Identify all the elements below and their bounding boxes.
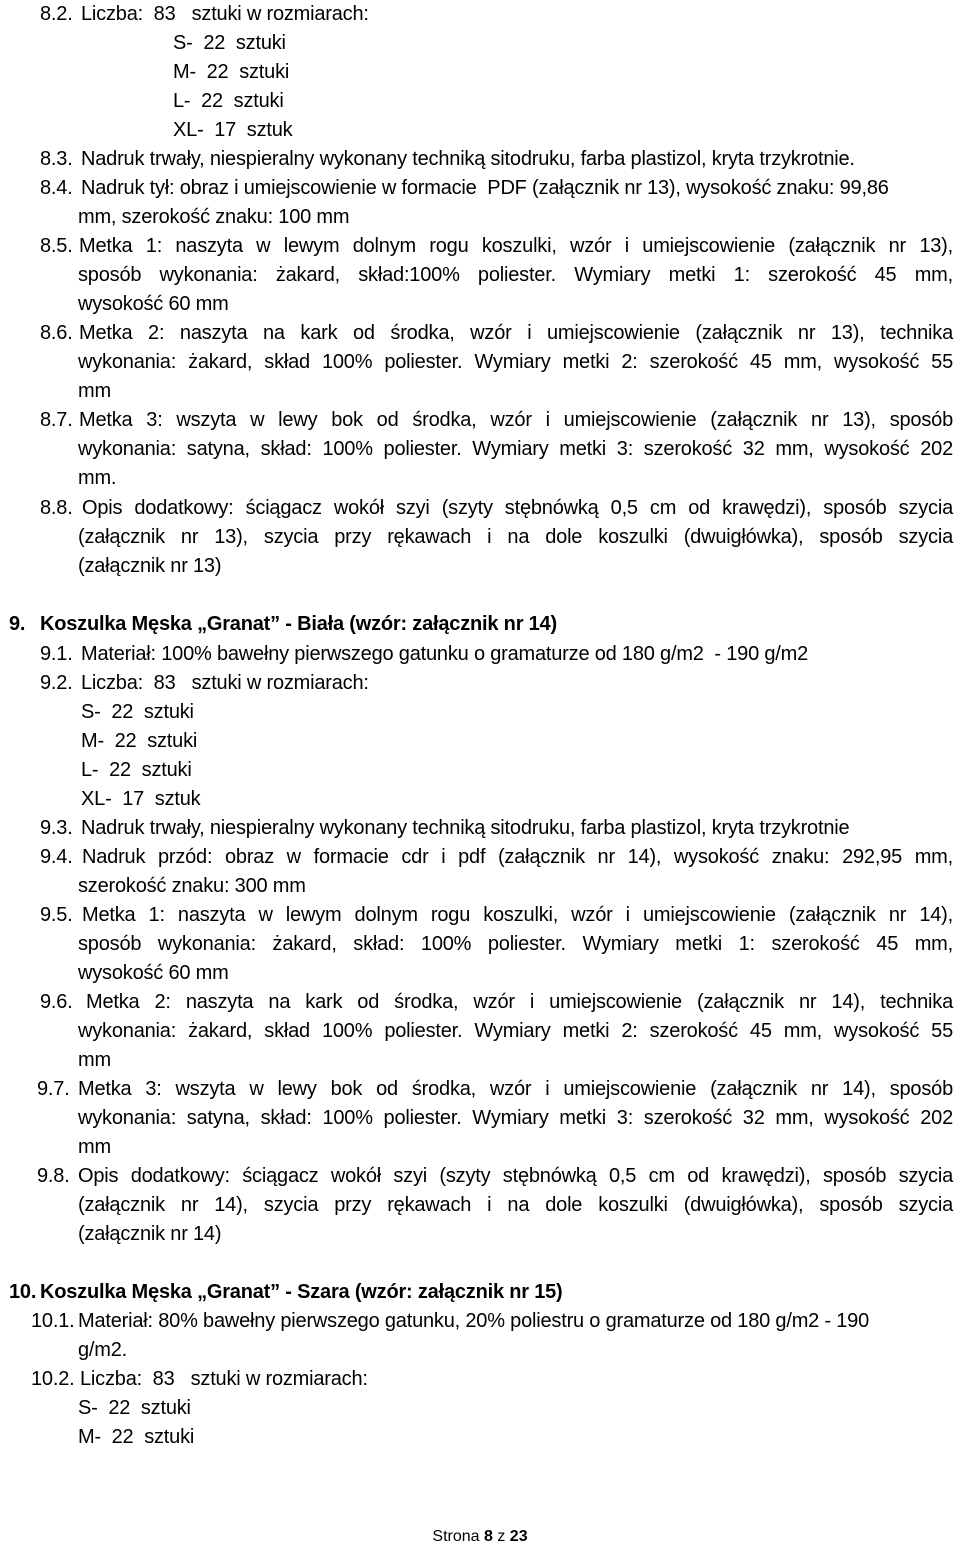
size-s: S- 22 sztuki <box>173 32 286 54</box>
item-text: Liczba: 83 sztuki w rozmiarach: <box>81 3 369 25</box>
item-number: 9.6. <box>40 991 73 1013</box>
item-text: Liczba: 83 sztuki w rozmiarach: <box>81 672 369 694</box>
item-text: Metka 3: wszyta w lewy bok od środka, wzór i umiejscowienie (załącznik nr 13), sposób <box>79 409 953 431</box>
item-text: Nadruk tył: obraz i umiejscowienie w formacie PDF (załącznik nr 13), wysokość znaku: 99,86 <box>81 177 889 199</box>
item-text: mm <box>78 1049 111 1071</box>
item-text: Metka 2: naszyta na kark od środka, wzór i umiejscowienie (załącznik nr 14), technika <box>86 991 953 1013</box>
footer-page-total: 23 <box>509 1528 528 1545</box>
item-text: (załącznik nr 14) <box>78 1223 222 1245</box>
item-text: Materiał: 80% bawełny pierwszego gatunku, 20% poliestru o gramaturze od 180 g/m2 - 190 <box>78 1310 870 1332</box>
item-text: Nadruk trwały, niespieralny wykonany techniką sitodruku, farba plastizol, kryta trzykrotnie <box>81 817 850 839</box>
item-number: 8.3. <box>40 148 73 170</box>
item-text: wykonania: żakard, skład 100% poliester. Wymiary metki 2: szerokość 45 mm, wysokość 55 <box>78 1020 953 1042</box>
item-text: sposób wykonania: żakard, skład:100% poliester. Wymiary metki 1: szerokość 45 mm, <box>78 264 953 286</box>
item-number: 9.8. <box>37 1165 70 1187</box>
item-text: (załącznik nr 14), szycia przy rękawach i na dole koszulki (dwuigłówka), sposób szycia <box>78 1194 953 1216</box>
item-number: 9.5. <box>40 904 73 926</box>
item-text: Metka 3: wszyta w lewy bok od środka, wzór i umiejscowienie (załącznik nr 14), sposób <box>78 1078 953 1100</box>
size-m: M- 22 sztuki <box>81 730 198 752</box>
item-text: mm. <box>78 467 117 489</box>
item-number: 8.8. <box>40 497 73 519</box>
item-number: 9.7. <box>37 1078 70 1100</box>
item-text: Metka 1: naszyta w lewym dolnym rogu koszulki, wzór i umiejscowienie (załącznik nr 14), <box>82 904 953 926</box>
size-l: L- 22 sztuki <box>81 759 192 781</box>
footer-separator: z <box>492 1528 510 1545</box>
size-m: M- 22 sztuki <box>78 1426 195 1448</box>
item-text: Materiał: 100% bawełny pierwszego gatunku o gramaturze od 180 g/m2 - 190 g/m2 <box>81 643 809 665</box>
item-text: (załącznik nr 13), szycia przy rękawach i na dole koszulki (dwuigłówka), sposób szycia <box>78 526 953 548</box>
item-text: Liczba: 83 sztuki w rozmiarach: <box>80 1368 368 1390</box>
item-text: (załącznik nr 13) <box>78 555 222 577</box>
item-number: 8.5. <box>40 235 73 257</box>
size-m: M- 22 sztuki <box>173 61 290 83</box>
size-xl: XL- 17 sztuk <box>81 788 201 810</box>
item-text: mm <box>78 1136 111 1158</box>
item-number: 9.4. <box>40 846 73 868</box>
item-number: 10.1. <box>31 1310 75 1332</box>
item-text: g/m2. <box>78 1339 128 1361</box>
size-s: S- 22 sztuki <box>78 1397 191 1419</box>
section-heading: Koszulka Męska „Granat” - Szara (wzór: załącznik nr 15) <box>40 1281 563 1303</box>
item-text: wysokość 60 mm <box>78 293 229 315</box>
item-text: Metka 2: naszyta na kark od środka, wzór i umiejscowienie (załącznik nr 13), technika <box>79 322 953 344</box>
item-number: 8.7. <box>40 409 73 431</box>
item-number: 8.6. <box>40 322 73 344</box>
item-text: mm <box>78 380 111 402</box>
size-l: L- 22 sztuki <box>173 90 284 112</box>
item-number: 8.4. <box>40 177 73 199</box>
item-number: 8.2. <box>40 3 73 25</box>
item-text: sposób wykonania: żakard, skład: 100% poliester. Wymiary metki 1: szerokość 45 mm, <box>78 933 953 955</box>
item-text: wykonania: satyna, skład: 100% poliester. Wymiary metki 3: szerokość 32 mm, wysokość 202 <box>78 1107 953 1129</box>
footer-prefix: Strona <box>432 1528 484 1545</box>
item-number: 9.3. <box>40 817 73 839</box>
size-s: S- 22 sztuki <box>81 701 194 723</box>
item-number: 9.1. <box>40 643 73 665</box>
item-text: wykonania: żakard, skład 100% poliester. Wymiary metki 2: szerokość 45 mm, wysokość 55 <box>78 351 953 373</box>
item-number: 9.2. <box>40 672 73 694</box>
item-text: wysokość 60 mm <box>78 962 229 984</box>
section-heading-number: 10. <box>9 1281 37 1303</box>
item-text: Metka 1: naszyta w lewym dolnym rogu koszulki, wzór i umiejscowienie (załącznik nr 13), <box>79 235 953 257</box>
size-xl: XL- 17 sztuk <box>173 119 293 141</box>
section-heading: Koszulka Męska „Granat” - Biała (wzór: załącznik nr 14) <box>40 613 557 635</box>
item-text: Opis dodatkowy: ściągacz wokół szyi (szyty stębnówką 0,5 cm od krawędzi), sposób szycia <box>82 497 953 519</box>
item-number: 10.2. <box>31 1368 75 1390</box>
page-footer <box>0 1527 960 1547</box>
item-text: Nadruk trwały, niespieralny wykonany techniką sitodruku, farba plastizol, kryta trzykrotnie. <box>81 148 855 170</box>
item-text: Opis dodatkowy: ściągacz wokół szyi (szyty stębnówką 0,5 cm od krawędzi), sposób szycia <box>78 1165 953 1187</box>
item-text: wykonania: satyna, skład: 100% poliester. Wymiary metki 3: szerokość 32 mm, wysokość 202 <box>78 438 953 460</box>
item-text: Nadruk przód: obraz w formacie cdr i pdf (załącznik nr 14), wysokość znaku: 292,95 mm, <box>82 846 953 868</box>
section-heading-number: 9. <box>9 613 26 635</box>
item-text: mm, szerokość znaku: 100 mm <box>78 206 350 228</box>
item-text: szerokość znaku: 300 mm <box>78 875 306 897</box>
footer-page-number: 8 <box>484 1528 493 1545</box>
